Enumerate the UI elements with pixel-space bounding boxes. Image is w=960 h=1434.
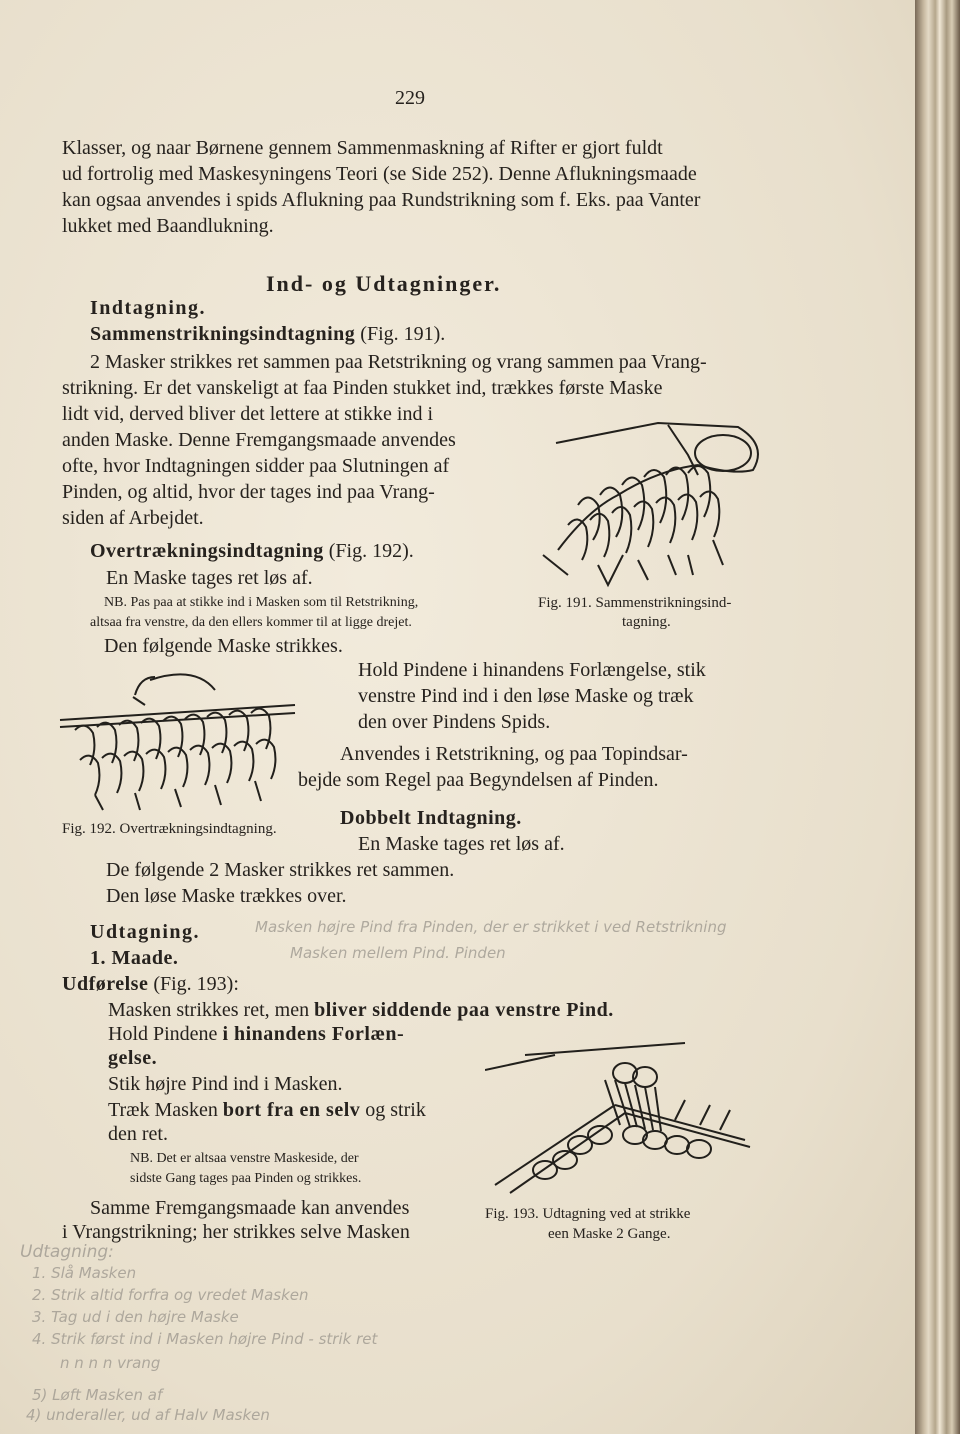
fig-192-illustration bbox=[55, 665, 300, 815]
handwriting-note: 4) underaller, ud af Halv Masken bbox=[26, 1406, 270, 1424]
udtagning-heading: Udtagning. bbox=[90, 921, 201, 943]
sammen-line: 2 Masker strikkes ret sammen paa Retstrikning og vrang sammen paa Vrang- bbox=[90, 351, 707, 373]
intro-line: Klasser, og naar Børnene gennem Sammenmaskning af Rifter er gjort fuldt bbox=[62, 137, 663, 159]
sammen-line: strikning. Er det vanskeligt at faa Pinden stukket ind, trækkes første Maske bbox=[62, 377, 663, 399]
handwriting-note: 1. Slå Masken bbox=[32, 1264, 137, 1282]
udtagning-line: den ret. bbox=[108, 1123, 168, 1145]
udtagning-line bbox=[108, 998, 614, 1022]
intro-line: lukket med Baandlukning. bbox=[62, 215, 274, 237]
dobbelt-line: Den løse Maske trækkes over. bbox=[106, 885, 347, 907]
udtagning-line bbox=[108, 1022, 404, 1046]
over-ref: (Fig. 192). bbox=[328, 540, 414, 562]
udtagning-text: Masken strikkes ret, men bbox=[108, 999, 310, 1021]
over-nb: NB. Pas paa at stikke ind i Masken som til Retstrikning, bbox=[104, 595, 419, 610]
udtagning-bold: i hinandens Forlæn- bbox=[222, 1023, 405, 1045]
handwriting-note: 4. Strik først ind i Masken højre Pind - strik ret bbox=[32, 1330, 378, 1348]
over-hold: venstre Pind ind i den løse Maske og træk bbox=[358, 685, 694, 707]
handwriting-note: n n n n vrang bbox=[60, 1354, 161, 1372]
page-number: 229 bbox=[395, 87, 425, 109]
udtagning-line bbox=[108, 1098, 426, 1122]
udtagning-maade: 1. Maade. bbox=[90, 947, 179, 969]
udtagning-line: Stik højre Pind ind i Masken. bbox=[108, 1073, 343, 1095]
over-anvend: Anvendes i Retstrikning, og paa Topindsar- bbox=[340, 743, 688, 765]
udtagning-nb: sidste Gang tages paa Pinden og strikkes. bbox=[130, 1171, 362, 1186]
sammen-line: lidt vid, derved bliver det lettere at stikke ind i bbox=[62, 403, 434, 425]
dobbelt-line: En Maske tages ret løs af. bbox=[358, 833, 565, 855]
fig-191-illustration bbox=[538, 415, 778, 595]
handwriting-note: 2. Strik altid forfra og vredet Masken bbox=[32, 1286, 309, 1304]
udtagning-text: Træk Masken bbox=[108, 1099, 218, 1121]
indtagning-heading: Indtagning. bbox=[90, 297, 206, 319]
over-hold: den over Pindens Spids. bbox=[358, 711, 551, 733]
udtagning-nb: NB. Det er altsaa venstre Maskeside, der bbox=[130, 1151, 359, 1166]
udtagning-bold: bort fra en selv bbox=[222, 1099, 361, 1121]
udtagning-bold: bliver siddende paa venstre Pind. bbox=[314, 999, 614, 1021]
sammen-line: Pinden, og altid, hvor der tages ind paa Vrang- bbox=[62, 481, 435, 503]
handwriting-margin: Masken højre Pind fra Pinden, der er strikket i ved Retstrikning bbox=[255, 918, 727, 936]
sammen-heading: Sammenstrikningsindtagning bbox=[90, 323, 356, 345]
udforelse-line bbox=[62, 972, 239, 996]
over-line: Den følgende Maske strikkes. bbox=[104, 635, 343, 657]
udtagning-line: gelse. bbox=[108, 1047, 158, 1069]
intro-line: kan ogsaa anvendes i spids Aflukning paa Rundstrikning som f. Eks. paa Vanter bbox=[62, 189, 701, 211]
fig-193-caption-cont: een Maske 2 Gange. bbox=[548, 1226, 671, 1242]
handwriting-margin: Masken mellem Pind. Pinden bbox=[290, 944, 506, 962]
sammen-line: anden Maske. Denne Fremgangsmaade anvendes bbox=[62, 429, 456, 451]
over-heading: Overtrækningsindtagning bbox=[90, 540, 324, 562]
dobbelt-heading: Dobbelt Indtagning. bbox=[340, 807, 522, 829]
fig-191-caption: Fig. 191. Sammenstrikningsind- bbox=[538, 595, 732, 611]
fig-191-caption-cont: tagning. bbox=[622, 614, 671, 630]
handwriting-note: 3. Tag ud i den højre Maske bbox=[32, 1308, 239, 1326]
udtagning-text: Hold Pindene bbox=[108, 1023, 218, 1045]
fig-193-illustration bbox=[485, 1035, 765, 1195]
over-hold: Hold Pindene i hinandens Forlængelse, stik bbox=[358, 659, 706, 681]
handwriting-note: 5) Løft Masken af bbox=[32, 1386, 163, 1404]
book-page-edges bbox=[915, 0, 960, 1434]
udtagning-samme: Samme Fremgangsmaade kan anvendes bbox=[90, 1197, 410, 1219]
handwriting-note: Udtagning: bbox=[20, 1242, 114, 1262]
sammen-line: siden af Arbejdet. bbox=[62, 507, 204, 529]
fig-192-caption: Fig. 192. Overtrækningsindtagning. bbox=[62, 821, 277, 837]
udtagning-text: og strik bbox=[365, 1099, 426, 1121]
over-nb: altsaa fra venstre, da den ellers kommer til at ligge drejet. bbox=[90, 615, 412, 630]
sammen-line: ofte, hvor Indtagningen sidder paa Slutningen af bbox=[62, 455, 450, 477]
udforelse-ref: (Fig. 193): bbox=[153, 973, 239, 995]
over-line: En Maske tages ret løs af. bbox=[106, 567, 313, 589]
section-title: Ind- og Udtagninger. bbox=[266, 271, 502, 296]
sammen-heading-line bbox=[90, 322, 445, 346]
udtagning-samme: i Vrangstrikning; her strikkes selve Masken bbox=[62, 1221, 410, 1243]
udforelse-heading: Udførelse bbox=[62, 973, 149, 995]
over-anvend: bejde som Regel paa Begyndelsen af Pinden. bbox=[298, 769, 659, 791]
sammen-ref: (Fig. 191). bbox=[360, 323, 446, 345]
dobbelt-line: De følgende 2 Masker strikkes ret sammen. bbox=[106, 859, 455, 881]
fig-193-caption: Fig. 193. Udtagning ved at strikke bbox=[485, 1206, 691, 1222]
intro-line: ud fortrolig med Maskesyningens Teori (se Side 252). Denne Aflukningsmaade bbox=[62, 163, 697, 185]
over-heading-line bbox=[90, 539, 414, 563]
